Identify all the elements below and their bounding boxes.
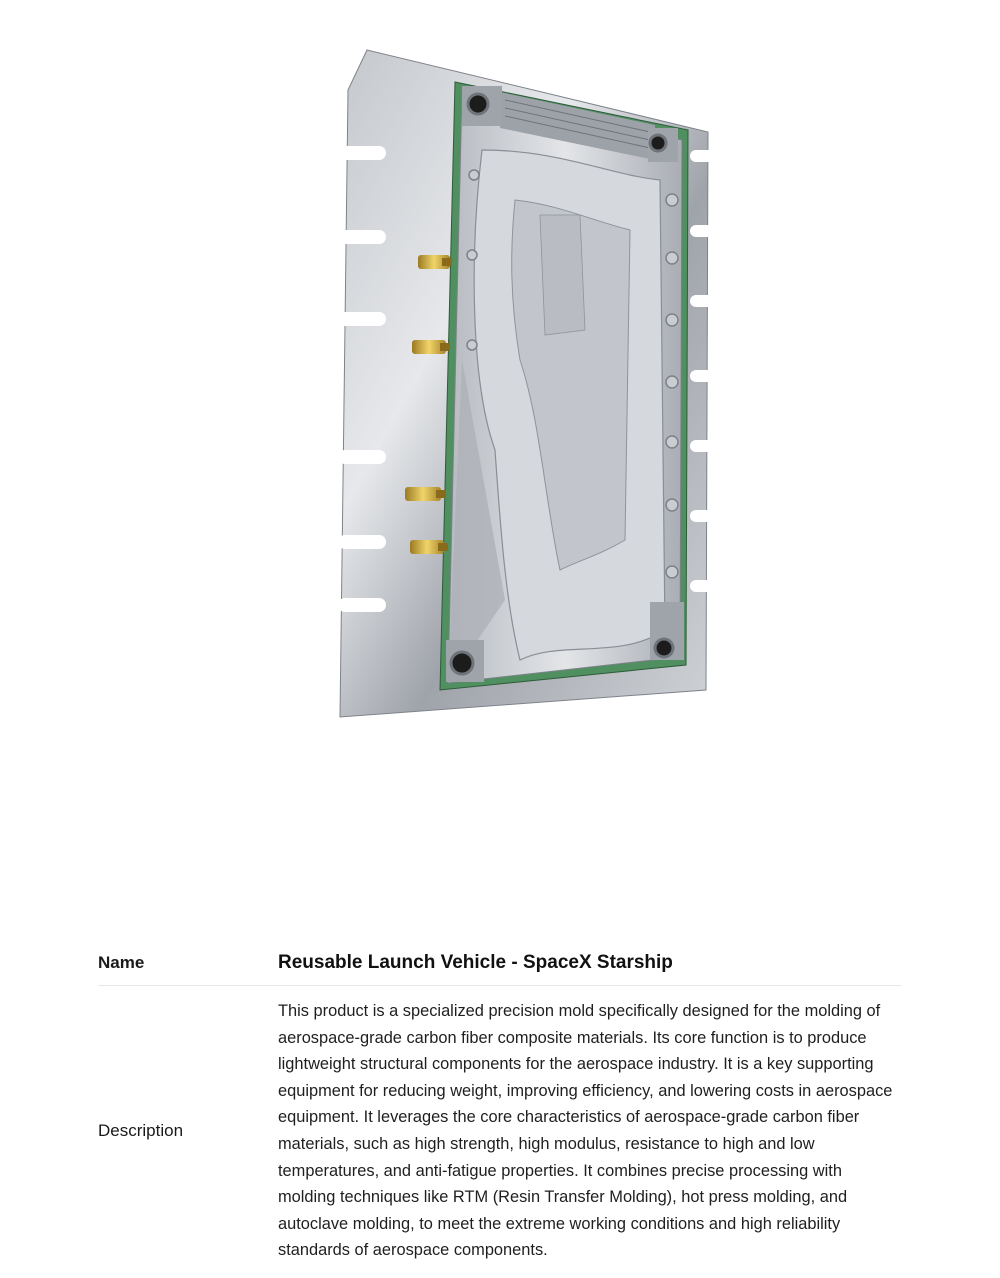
spec-label-name: Name: [98, 952, 145, 972]
spec-value-name: Reusable Launch Vehicle - SpaceX Starship: [278, 951, 673, 973]
spec-row-description: [98, 986, 901, 1264]
spec-row-name: [98, 940, 901, 986]
product-specs-table: [98, 940, 901, 1264]
spec-label-description: Description: [98, 1120, 184, 1140]
spec-value-description: This product is a specialized precision mold specifically designed for the molding of aerospace-grade carbon fiber composite materials. Its core function is to produce lightweight structural components for the aerospace industry. It is a key supporting equipment for reducing weight, improving efficiency, and lowering costs in aerospace equipment. It leverages the core characteristics of aerospace-grade carbon fiber materials, such as high strength, high modulus, resistance to high and low temperatures, and anti-fatigue properties. It combines precise processing with molding techniques like RTM (Resin Transfer Molding), hot press molding, and autoclave molding, to meet the extreme working conditions and high reliability standards of aerospace components.: [278, 1002, 893, 1260]
